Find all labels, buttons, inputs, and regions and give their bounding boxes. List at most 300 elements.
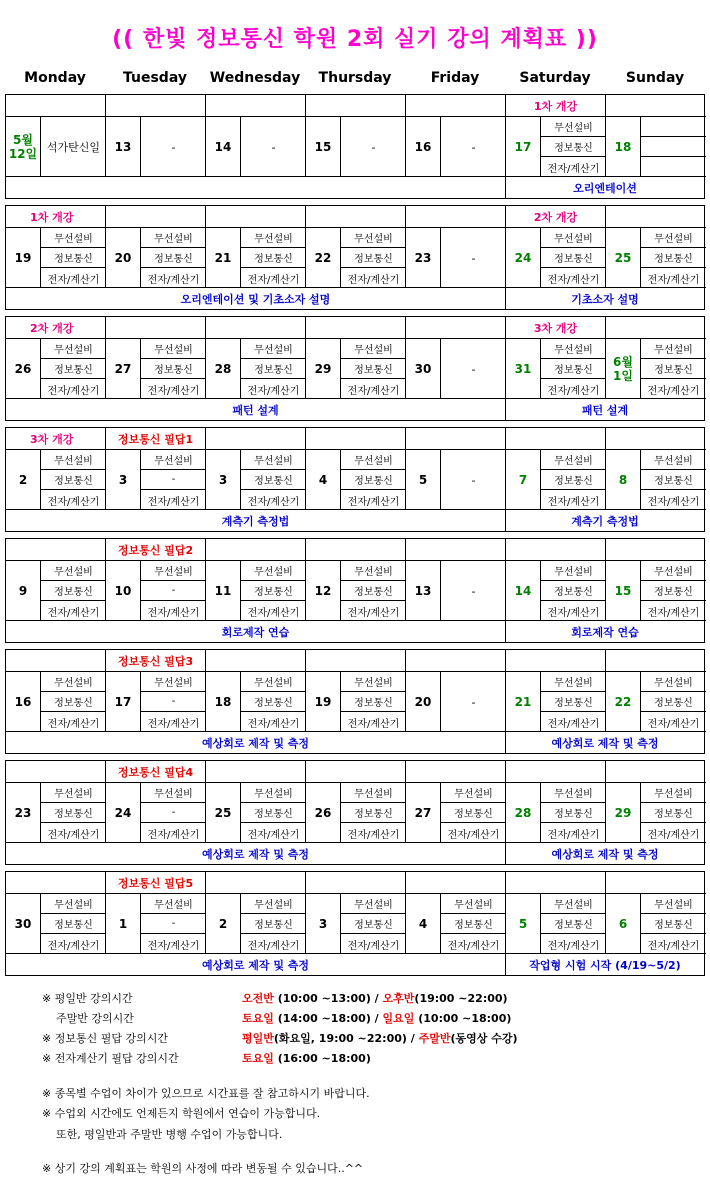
day-cell <box>206 228 306 288</box>
day-monday: Monday <box>24 70 86 86</box>
day-cell <box>606 561 706 621</box>
subject-slot: 전자/계산기 <box>647 940 700 952</box>
subject-slot: 정보통신 <box>241 914 306 934</box>
week-topic-weekend: 예상회로 제작 및 측정 <box>551 736 659 750</box>
day-cell <box>306 561 406 621</box>
week-header-cell <box>106 872 206 894</box>
day-cell <box>306 339 406 399</box>
weekday-header <box>5 70 705 86</box>
day-note: - <box>471 695 476 709</box>
week-header-cell <box>106 317 206 339</box>
subject-slot: 정보통신 <box>241 359 306 379</box>
subject-slot: 전자/계산기 <box>347 940 400 952</box>
subject-slot: 전자/계산기 <box>147 385 200 397</box>
week-header-label: 정보통신 필답5 <box>117 876 194 890</box>
subject-slot: 전자/계산기 <box>547 496 600 508</box>
week-topic-weekday: 예상회로 제작 및 측정 <box>6 843 506 864</box>
day-cell <box>306 783 406 843</box>
subject-slot: 전자/계산기 <box>647 385 700 397</box>
subject-slot: 무선설비 <box>41 894 106 914</box>
week-header-cell <box>6 206 106 228</box>
day-tuesday: Tuesday <box>123 70 187 86</box>
day-number: 15 <box>606 561 641 621</box>
subject-slot: 전자/계산기 <box>547 385 600 397</box>
day-number: 9 <box>6 561 41 621</box>
day-number: 23 <box>406 228 441 288</box>
day-number: 6월 1일 <box>606 339 641 399</box>
subject-slot: 무선설비 <box>641 783 706 803</box>
week-row <box>5 760 705 865</box>
subject-slot: 무선설비 <box>141 561 206 581</box>
day-number: 6 <box>606 894 641 954</box>
subject-slot: 전자/계산기 <box>647 607 700 619</box>
week-header-cell <box>506 761 606 783</box>
week-header-cell <box>206 428 306 450</box>
day-note: - <box>471 584 476 598</box>
day-number: 29 <box>306 339 341 399</box>
day-cell <box>206 894 306 954</box>
week-header-cell <box>6 872 106 894</box>
day-cell <box>506 783 606 843</box>
subject-slot: 전자/계산기 <box>447 829 500 841</box>
week-header-cell <box>6 539 106 561</box>
week-header-label: 정보통신 필답4 <box>117 765 194 779</box>
day-cell <box>606 117 706 177</box>
day-number: 12 <box>306 561 341 621</box>
subject-slot: 무선설비 <box>541 339 606 359</box>
subject-slot: 무선설비 <box>41 228 106 248</box>
day-cell <box>506 339 606 399</box>
subject-slot: 무선설비 <box>341 339 406 359</box>
subject-slot: 무선설비 <box>241 339 306 359</box>
subject-slot: 정보통신 <box>341 359 406 379</box>
day-number: 21 <box>506 672 541 732</box>
week-header-cell <box>306 206 406 228</box>
subject-slot: 정보통신 <box>541 692 606 712</box>
week-row <box>5 649 705 754</box>
day-number: 24 <box>506 228 541 288</box>
subject-slot: 전자/계산기 <box>547 274 600 286</box>
subject-slot: 무선설비 <box>641 450 706 470</box>
day-number: 25 <box>206 783 241 843</box>
subject-slot: 무선설비 <box>241 672 306 692</box>
subject-slot: 전자/계산기 <box>547 718 600 730</box>
day-wednesday: Wednesday <box>209 70 301 86</box>
subject-slot: 전자/계산기 <box>347 385 400 397</box>
note-paragraph-4: ※ 상기 강의 계획표는 학원의 사정에 따라 변동될 수 있습니다..^^ <box>42 1162 364 1175</box>
day-cell <box>406 894 506 954</box>
subject-slot: 정보통신 <box>441 914 506 934</box>
week-header-cell <box>406 428 506 450</box>
subject-slot: 무선설비 <box>41 450 106 470</box>
week-header-cell <box>606 206 706 228</box>
note-calc-value-a: 토요일 <box>242 1052 274 1065</box>
week-topic-weekday: 예상회로 제작 및 측정 <box>6 732 506 753</box>
week-topic-weekend: 예상회로 제작 및 측정 <box>551 847 659 861</box>
subject-slot: 전자/계산기 <box>47 829 100 841</box>
subject-slot: 정보통신 <box>41 359 106 379</box>
subject-slot: 무선설비 <box>141 339 206 359</box>
subject-slot: 무선설비 <box>241 561 306 581</box>
subject-slot: 무선설비 <box>341 894 406 914</box>
subject-slot: 정보통신 <box>241 803 306 823</box>
subject-slot: - <box>141 914 206 934</box>
note-weekend-value-d: (10:00 ~18:00) <box>414 1012 512 1025</box>
day-saturday: Saturday <box>519 70 591 86</box>
subject-slot: - <box>141 581 206 601</box>
subject-slot: 무선설비 <box>41 339 106 359</box>
day-number: 30 <box>6 894 41 954</box>
subject-slot: 전자/계산기 <box>347 274 400 286</box>
day-number: 24 <box>106 783 141 843</box>
week-header-cell <box>406 206 506 228</box>
day-number: 4 <box>306 450 341 510</box>
week-topic-weekday: 예상회로 제작 및 측정 <box>6 954 506 975</box>
week-header-cell <box>306 650 406 672</box>
subject-slot: 전자/계산기 <box>347 829 400 841</box>
note-written-value-c: 주말반 <box>418 1032 451 1045</box>
day-cell <box>6 450 106 510</box>
note-weekend-value-b: (14:00 ~18:00) / <box>273 1012 383 1025</box>
subject-slot: 정보통신 <box>541 581 606 601</box>
day-number: 14 <box>206 117 241 177</box>
subject-slot: 전자/계산기 <box>647 829 700 841</box>
subject-slot: 정보통신 <box>41 914 106 934</box>
day-number: 14 <box>506 561 541 621</box>
note-paragraph-2: ※ 수업외 시간에도 언제든지 학원에서 연습이 가능합니다. <box>42 1107 321 1120</box>
day-note: - <box>171 140 176 154</box>
subject-slot: 정보통신 <box>41 692 106 712</box>
week-header-cell <box>506 206 606 228</box>
subject-slot: 정보통신 <box>641 914 706 934</box>
day-number: 31 <box>506 339 541 399</box>
week-topic-weekend: 계측기 측정법 <box>571 514 639 528</box>
subject-slot: 무선설비 <box>641 228 706 248</box>
subject-slot: 전자/계산기 <box>147 829 200 841</box>
subject-slot: 전자/계산기 <box>247 496 300 508</box>
day-cell <box>606 672 706 732</box>
day-number: 19 <box>306 672 341 732</box>
note-weekday-value-a: 오전반 <box>242 992 274 1005</box>
subject-slot: 전자/계산기 <box>247 940 300 952</box>
note-written-value-b: (화요일, 19:00 ~22:00) / <box>273 1032 419 1045</box>
day-number: 30 <box>406 339 441 399</box>
day-number: 13 <box>106 117 141 177</box>
week-header-cell <box>506 539 606 561</box>
note-weekday-value-c: 오후반 <box>382 992 415 1005</box>
subject-slot: 무선설비 <box>541 450 606 470</box>
week-header-cell <box>106 650 206 672</box>
day-number: 1 <box>106 894 141 954</box>
subject-slot: 무선설비 <box>141 894 206 914</box>
subject-slot: 전자/계산기 <box>647 496 700 508</box>
week-row <box>5 538 705 643</box>
subject-slot: 무선설비 <box>641 339 706 359</box>
page-title: (( 한빛 정보통신 학원 2회 실기 강의 계획표 )) <box>112 27 598 52</box>
week-header-label: 3차 개강 <box>533 321 578 335</box>
day-cell <box>506 561 606 621</box>
subject-slot: 정보통신 <box>141 359 206 379</box>
day-cell <box>506 450 606 510</box>
week-header-cell <box>106 539 206 561</box>
week-header-cell <box>206 872 306 894</box>
week-topic-weekday: 패턴 설계 <box>6 399 506 420</box>
week-header-cell <box>406 761 506 783</box>
day-thursday: Thursday <box>318 70 392 86</box>
subject-slot: 무선설비 <box>241 783 306 803</box>
subject-slot: 전자/계산기 <box>547 607 600 619</box>
day-cell <box>106 783 206 843</box>
subject-slot: - <box>141 803 206 823</box>
subject-slot: 무선설비 <box>341 561 406 581</box>
subject-slot: 정보통신 <box>341 470 406 490</box>
subject-slot: 정보통신 <box>541 914 606 934</box>
day-cell <box>6 228 106 288</box>
week-header-cell <box>106 761 206 783</box>
subject-slot: 전자/계산기 <box>247 274 300 286</box>
week-topic-weekday <box>6 177 506 198</box>
day-number: 28 <box>506 783 541 843</box>
subject-slot: 무선설비 <box>541 672 606 692</box>
week-header-cell <box>506 95 606 117</box>
subject-slot: 무선설비 <box>641 894 706 914</box>
note-paragraph-1: ※ 종목별 수업이 차이가 있으므로 시간표를 잘 참고하시기 바랍니다. <box>42 1087 370 1100</box>
week-header-cell <box>606 317 706 339</box>
subject-slot: 무선설비 <box>541 783 606 803</box>
subject-slot: 정보통신 <box>641 803 706 823</box>
subject-slot: 무선설비 <box>541 228 606 248</box>
subject-slot: 전자/계산기 <box>47 496 100 508</box>
week-header-cell <box>106 428 206 450</box>
subject-slot: 무선설비 <box>41 672 106 692</box>
subject-slot: 무선설비 <box>141 450 206 470</box>
week-header-cell <box>306 539 406 561</box>
day-note: - <box>471 362 476 376</box>
subject-slot: - <box>141 470 206 490</box>
subject-slot: 무선설비 <box>341 228 406 248</box>
day-number: 3 <box>106 450 141 510</box>
subject-slot: 전자/계산기 <box>647 718 700 730</box>
day-number: 13 <box>406 561 441 621</box>
day-number: 5월 12일 <box>6 117 41 177</box>
subject-slot: 전자/계산기 <box>647 274 700 286</box>
note-weekday-value-b: (10:00 ~13:00) / <box>273 992 383 1005</box>
subject-slot: 무선설비 <box>541 117 606 137</box>
subject-slot: 정보통신 <box>241 581 306 601</box>
day-number: 15 <box>306 117 341 177</box>
week-row <box>5 94 705 199</box>
week-row <box>5 871 705 976</box>
subject-slot: 정보통신 <box>641 470 706 490</box>
subject-slot: 무선설비 <box>441 783 506 803</box>
week-header-label: 2차 개강 <box>533 210 578 224</box>
day-cell <box>6 117 106 177</box>
note-weekend-value-a: 토요일 <box>242 1012 274 1025</box>
day-cell <box>606 894 706 954</box>
subject-slot: 전자/계산기 <box>47 607 100 619</box>
day-cell <box>6 339 106 399</box>
day-number: 2 <box>206 894 241 954</box>
week-header-cell <box>406 95 506 117</box>
week-header-cell <box>306 761 406 783</box>
day-note: 석가탄신일 <box>46 141 101 154</box>
subject-slot: 정보통신 <box>41 803 106 823</box>
subject-slot: 정보통신 <box>41 248 106 268</box>
note-calc-value-b: (16:00 ~18:00) <box>273 1052 371 1065</box>
day-number: 2 <box>6 450 41 510</box>
subject-slot: 정보통신 <box>41 581 106 601</box>
subject-slot: 정보통신 <box>541 470 606 490</box>
week-header-cell <box>506 872 606 894</box>
day-cell <box>506 672 606 732</box>
week-header-cell <box>606 872 706 894</box>
day-cell <box>106 450 206 510</box>
week-header-cell <box>606 761 706 783</box>
subject-slot: 전자/계산기 <box>247 385 300 397</box>
subject-slot: 전자/계산기 <box>47 940 100 952</box>
subject-slot: 무선설비 <box>41 561 106 581</box>
week-header-cell <box>106 206 206 228</box>
week-header-cell <box>6 650 106 672</box>
note-written-value-d: (동영상 수강) <box>450 1032 518 1045</box>
subject-slot: 무선설비 <box>241 228 306 248</box>
subject-slot: 정보통신 <box>241 692 306 712</box>
day-number: 18 <box>206 672 241 732</box>
week-header-cell <box>206 206 306 228</box>
subject-slot: 정보통신 <box>341 581 406 601</box>
day-cell <box>506 894 606 954</box>
day-number: 8 <box>606 450 641 510</box>
note-written-label: ※ 정보통신 필답 강의시간 <box>42 1032 168 1045</box>
subject-slot: 정보통신 <box>541 359 606 379</box>
week-header-cell <box>406 872 506 894</box>
subject-slot: 정보통신 <box>341 803 406 823</box>
subject-slot: 무선설비 <box>41 783 106 803</box>
subject-slot <box>641 157 706 177</box>
day-cell <box>306 894 406 954</box>
day-cell <box>306 672 406 732</box>
week-topic-weekend: 회로제작 연습 <box>571 625 639 639</box>
subject-slot: 무선설비 <box>341 450 406 470</box>
day-note: - <box>471 140 476 154</box>
day-number: 3 <box>306 894 341 954</box>
day-cell <box>406 228 506 288</box>
day-number: 21 <box>206 228 241 288</box>
note-weekday-value-d: (19:00 ~22:00) <box>414 992 508 1005</box>
day-number: 26 <box>6 339 41 399</box>
subject-slot: 전자/계산기 <box>547 829 600 841</box>
week-header-cell <box>106 95 206 117</box>
day-cell <box>606 450 706 510</box>
day-number: 27 <box>406 783 441 843</box>
subject-slot: 정보통신 <box>641 692 706 712</box>
subject-slot: 정보통신 <box>341 248 406 268</box>
week-header-cell <box>406 650 506 672</box>
week-header-cell <box>506 317 606 339</box>
note-weekday-label: ※ 평일반 강의시간 <box>42 992 133 1005</box>
day-number: 16 <box>6 672 41 732</box>
day-cell <box>306 450 406 510</box>
subject-slot: 무선설비 <box>441 894 506 914</box>
subject-slot: 전자/계산기 <box>347 496 400 508</box>
week-header-cell <box>406 317 506 339</box>
subject-slot: 무선설비 <box>141 228 206 248</box>
day-note: - <box>371 140 376 154</box>
subject-slot: 정보통신 <box>341 914 406 934</box>
week-row <box>5 205 705 310</box>
day-note: - <box>471 473 476 487</box>
subject-slot: 정보통신 <box>241 470 306 490</box>
week-header-cell <box>606 95 706 117</box>
subject-slot: 정보통신 <box>441 803 506 823</box>
day-cell <box>406 339 506 399</box>
day-cell <box>206 450 306 510</box>
subject-slot: 전자/계산기 <box>547 940 600 952</box>
day-cell <box>6 783 106 843</box>
week-header-cell <box>306 428 406 450</box>
day-note: - <box>271 140 276 154</box>
week-header-cell <box>506 650 606 672</box>
week-row <box>5 316 705 421</box>
week-header-label: 1차 개강 <box>30 210 74 224</box>
note-written-value-a: 평일반 <box>242 1032 274 1045</box>
day-cell <box>206 672 306 732</box>
subject-slot: 전자/계산기 <box>147 718 200 730</box>
subject-slot: 무선설비 <box>141 783 206 803</box>
day-cell <box>6 894 106 954</box>
day-number: 26 <box>306 783 341 843</box>
day-cell <box>306 228 406 288</box>
week-topic-weekend: 오리엔테이션 <box>573 181 637 195</box>
subject-slot: 정보통신 <box>641 359 706 379</box>
week-header-label: 3차 개강 <box>30 432 74 446</box>
subject-slot <box>641 137 706 157</box>
subject-slot: 전자/계산기 <box>147 940 200 952</box>
subject-slot: 정보통신 <box>541 248 606 268</box>
subject-slot: 무선설비 <box>541 894 606 914</box>
day-cell <box>606 339 706 399</box>
day-cell <box>606 228 706 288</box>
subject-slot: 전자/계산기 <box>147 496 200 508</box>
subject-slot: - <box>141 692 206 712</box>
day-cell <box>106 117 206 177</box>
day-number: 5 <box>506 894 541 954</box>
day-number: 20 <box>406 672 441 732</box>
week-header-cell <box>6 317 106 339</box>
week-topic-weekend: 작업형 시험 시작 (4/19~5/2) <box>529 958 681 972</box>
week-row <box>5 427 705 532</box>
subject-slot: 전자/계산기 <box>47 718 100 730</box>
week-header-cell <box>206 317 306 339</box>
subject-slot: 전자/계산기 <box>47 274 100 286</box>
subject-slot: 정보통신 <box>541 137 606 157</box>
subject-slot: 정보통신 <box>241 248 306 268</box>
week-header-cell <box>6 95 106 117</box>
week-header-cell <box>206 95 306 117</box>
week-header-cell <box>206 761 306 783</box>
week-header-label: 1차 개강 <box>533 99 578 113</box>
day-number: 18 <box>606 117 641 177</box>
week-header-cell <box>606 650 706 672</box>
day-number: 5 <box>406 450 441 510</box>
day-cell <box>406 561 506 621</box>
subject-slot: 정보통신 <box>41 470 106 490</box>
day-number: 20 <box>106 228 141 288</box>
day-number: 10 <box>106 561 141 621</box>
week-header-cell <box>6 428 106 450</box>
day-number: 4 <box>406 894 441 954</box>
day-cell <box>206 117 306 177</box>
